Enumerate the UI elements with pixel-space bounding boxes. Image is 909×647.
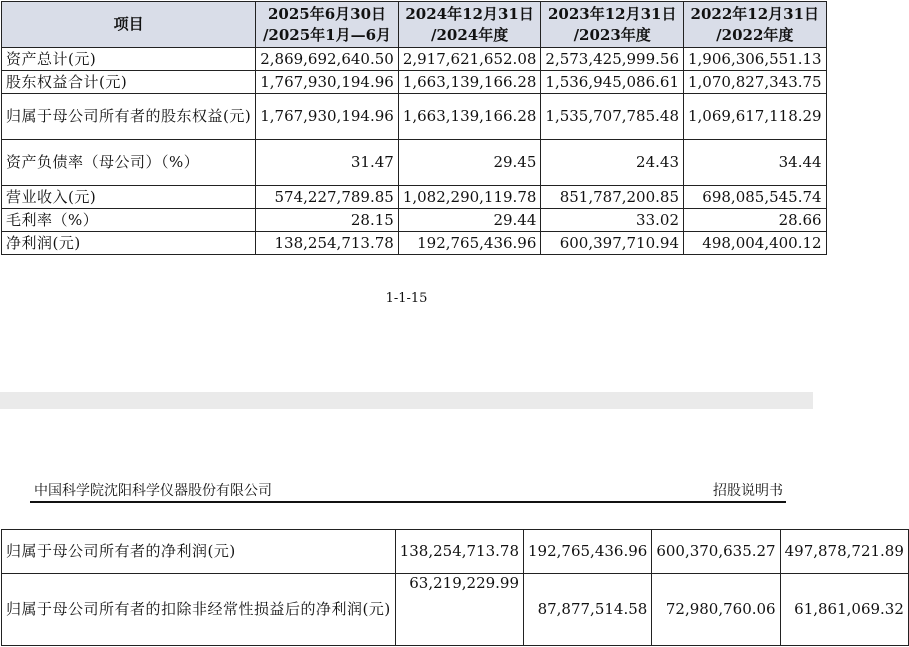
header-date: 2025年6月30日: [267, 4, 387, 23]
header-period: /2025年1月—6月: [262, 25, 392, 44]
value-cell: 1,536,945,086.61: [541, 71, 684, 94]
table-row: [2, 94, 827, 140]
value-cell: 138,254,713.78: [256, 232, 399, 255]
table-row: [2, 574, 909, 646]
value-cell: 31.47: [256, 140, 399, 186]
table-row: [2, 140, 827, 186]
value-cell: 28.66: [684, 209, 827, 232]
value-cell: 192,765,436.96: [398, 232, 541, 255]
value-cell: 2,869,692,640.50: [256, 48, 399, 71]
value-cell: 1,535,707,785.48: [541, 94, 684, 140]
table-row: [2, 209, 827, 232]
document-type: 招股说明书: [713, 483, 783, 499]
value-cell: 1,082,290,119.78: [398, 186, 541, 209]
value-cell: 72,980,760.06: [652, 574, 780, 646]
row-label: 归属于母公司所有者的净利润(元): [2, 530, 396, 574]
value-cell: 28.15: [256, 209, 399, 232]
header-item: [2, 2, 256, 48]
value-cell: 1,070,827,343.75: [684, 71, 827, 94]
header-period: /2023年度: [573, 25, 651, 44]
row-label: 营业收入(元): [2, 186, 256, 209]
value-cell: 29.45: [398, 140, 541, 186]
value-cell: 2,573,425,999.56: [541, 48, 684, 71]
financial-summary-table-continued: [1, 529, 909, 646]
value-cell: 498,004,400.12: [684, 232, 827, 255]
table-header-row: [2, 2, 827, 48]
page-number: 1-1-15: [385, 291, 428, 306]
header-period: /2024年度: [430, 25, 509, 44]
header-date: 2023年12月31日: [547, 4, 677, 23]
row-label: 资产负债率（母公司）（%）: [2, 140, 256, 186]
table-row: [2, 232, 827, 255]
value-cell: 574,227,789.85: [256, 186, 399, 209]
value-cell: 1,767,930,194.96: [256, 94, 399, 140]
value-cell: 600,370,635.27: [652, 530, 780, 574]
value-cell: 29.44: [398, 209, 541, 232]
value-cell: 87,877,514.58: [524, 574, 652, 646]
value-cell: 61,861,069.32: [780, 574, 908, 646]
value-cell: 2,917,621,652.08: [398, 48, 541, 71]
value-cell: 138,254,713.78: [395, 530, 523, 574]
value-cell: 192,765,436.96: [524, 530, 652, 574]
value-cell: 698,085,545.74: [684, 186, 827, 209]
header-2025h1: [256, 2, 399, 48]
financial-summary-table: [1, 1, 827, 255]
table-row: [2, 530, 909, 574]
company-name: 中国科学院沈阳科学仪器股份有限公司: [34, 483, 272, 499]
header-date: 2022年12月31日: [690, 4, 820, 23]
value-cell: 600,397,710.94: [541, 232, 684, 255]
value-cell: 851,787,200.85: [541, 186, 684, 209]
value-cell: 1,906,306,551.13: [684, 48, 827, 71]
header-period: /2022年度: [716, 25, 794, 44]
row-label: 毛利率（%）: [2, 209, 256, 232]
value-cell: 24.43: [541, 140, 684, 186]
row-label: 净利润(元): [2, 232, 256, 255]
header-2022: [684, 2, 827, 48]
header-date: 2024年12月31日: [405, 4, 534, 23]
table-row: [2, 71, 827, 94]
row-label: 归属于母公司所有者的扣除非经常性损益后的净利润(元): [2, 574, 396, 646]
value-cell: 1,069,617,118.29: [684, 94, 827, 140]
header-divider: [30, 501, 786, 503]
row-label: 归属于母公司所有者的股东权益(元): [2, 94, 256, 140]
page-separator: [0, 392, 813, 409]
header-2024: [398, 2, 541, 48]
value-cell: 1,663,139,166.28: [398, 71, 541, 94]
value-cell: 1,663,139,166.28: [398, 94, 541, 140]
row-label: 资产总计(元): [2, 48, 256, 71]
header-item-label: 项目: [113, 15, 144, 33]
table-row: [2, 186, 827, 209]
value-cell: 63,219,229.99: [395, 574, 523, 646]
value-cell: 497,878,721.89: [780, 530, 908, 574]
value-cell: 33.02: [541, 209, 684, 232]
row-label: 股东权益合计(元): [2, 71, 256, 94]
table-row: [2, 48, 827, 71]
header-2023: [541, 2, 684, 48]
value-cell: 34.44: [684, 140, 827, 186]
value-cell: 1,767,930,194.96: [256, 71, 399, 94]
